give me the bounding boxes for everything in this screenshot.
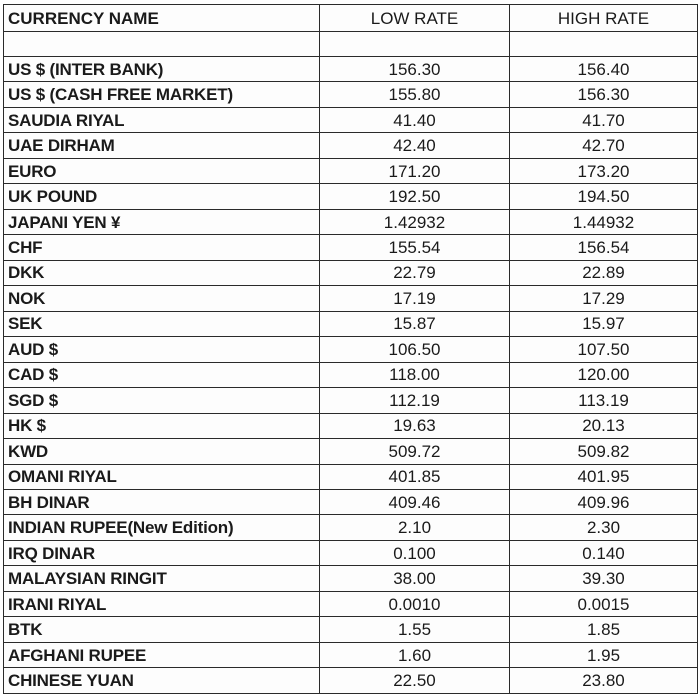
table-row	[4, 158, 698, 183]
currency-name-cell: AUD $	[4, 337, 320, 362]
high-rate-cell: 173.20	[510, 158, 698, 183]
currency-name-cell: IRANI RIYAL	[4, 591, 320, 616]
high-rate-cell: 22.89	[510, 260, 698, 285]
table-row	[4, 184, 698, 209]
low-rate-cell: 192.50	[320, 184, 510, 209]
currency-name-cell: OMANI RIYAL	[4, 464, 320, 489]
currency-name-cell: UK POUND	[4, 184, 320, 209]
high-rate-cell: 509.82	[510, 439, 698, 464]
low-rate-cell: 509.72	[320, 439, 510, 464]
blank-cell	[4, 32, 320, 57]
low-rate-cell: 0.0010	[320, 591, 510, 616]
high-rate-cell: 107.50	[510, 337, 698, 362]
high-rate-cell: 41.70	[510, 107, 698, 132]
blank-cell	[320, 32, 510, 57]
table-row	[4, 591, 698, 616]
currency-name-cell: HK $	[4, 413, 320, 438]
high-rate-cell: 156.40	[510, 57, 698, 82]
table-row	[4, 311, 698, 336]
high-rate-cell: 42.70	[510, 133, 698, 158]
currency-name-cell: NOK	[4, 286, 320, 311]
high-rate-cell: 0.0015	[510, 591, 698, 616]
currency-name-cell: DKK	[4, 260, 320, 285]
table-row	[4, 133, 698, 158]
table-row	[4, 642, 698, 667]
blank-cell	[510, 32, 698, 57]
high-rate-cell: 194.50	[510, 184, 698, 209]
low-rate-cell: 15.87	[320, 311, 510, 336]
currency-name-cell: BTK	[4, 617, 320, 642]
currency-name-cell: INDIAN RUPEE(New Edition)	[4, 515, 320, 540]
header-row	[4, 5, 698, 32]
table-row	[4, 439, 698, 464]
high-rate-cell: 1.95	[510, 642, 698, 667]
currency-rates-table	[3, 4, 698, 694]
currency-name-cell: CHINESE YUAN	[4, 668, 320, 694]
high-rate-cell: 1.44932	[510, 209, 698, 234]
table-row	[4, 617, 698, 642]
header-high-rate: HIGH RATE	[510, 5, 698, 32]
low-rate-cell: 118.00	[320, 362, 510, 387]
low-rate-cell: 42.40	[320, 133, 510, 158]
currency-name-cell: UAE DIRHAM	[4, 133, 320, 158]
high-rate-cell: 401.95	[510, 464, 698, 489]
table-row	[4, 489, 698, 514]
high-rate-cell: 20.13	[510, 413, 698, 438]
high-rate-cell: 2.30	[510, 515, 698, 540]
currency-name-cell: SEK	[4, 311, 320, 336]
currency-name-cell: BH DINAR	[4, 489, 320, 514]
currency-name-cell: US $ (INTER BANK)	[4, 57, 320, 82]
header-currency-name: CURRENCY NAME	[4, 5, 320, 32]
currency-name-cell: CHF	[4, 235, 320, 260]
low-rate-cell: 41.40	[320, 107, 510, 132]
high-rate-cell: 156.30	[510, 82, 698, 107]
table-row	[4, 260, 698, 285]
high-rate-cell: 23.80	[510, 668, 698, 694]
low-rate-cell: 2.10	[320, 515, 510, 540]
table-row	[4, 362, 698, 387]
currency-name-cell: AFGHANI RUPEE	[4, 642, 320, 667]
low-rate-cell: 401.85	[320, 464, 510, 489]
high-rate-cell: 156.54	[510, 235, 698, 260]
table-row	[4, 107, 698, 132]
table-row	[4, 464, 698, 489]
table-row	[4, 515, 698, 540]
low-rate-cell: 17.19	[320, 286, 510, 311]
low-rate-cell: 156.30	[320, 57, 510, 82]
high-rate-cell: 15.97	[510, 311, 698, 336]
table-row	[4, 209, 698, 234]
currency-name-cell: KWD	[4, 439, 320, 464]
high-rate-cell: 17.29	[510, 286, 698, 311]
low-rate-cell: 22.79	[320, 260, 510, 285]
high-rate-cell: 120.00	[510, 362, 698, 387]
high-rate-cell: 113.19	[510, 388, 698, 413]
table-row	[4, 388, 698, 413]
low-rate-cell: 409.46	[320, 489, 510, 514]
low-rate-cell: 19.63	[320, 413, 510, 438]
low-rate-cell: 22.50	[320, 668, 510, 694]
low-rate-cell: 1.42932	[320, 209, 510, 234]
table-row	[4, 82, 698, 107]
currency-name-cell: EURO	[4, 158, 320, 183]
high-rate-cell: 0.140	[510, 540, 698, 565]
table-row	[4, 413, 698, 438]
low-rate-cell: 38.00	[320, 566, 510, 591]
currency-name-cell: US $ (CASH FREE MARKET)	[4, 82, 320, 107]
low-rate-cell: 0.100	[320, 540, 510, 565]
table-row	[4, 57, 698, 82]
table-row	[4, 540, 698, 565]
low-rate-cell: 112.19	[320, 388, 510, 413]
low-rate-cell: 1.60	[320, 642, 510, 667]
currency-name-cell: CAD $	[4, 362, 320, 387]
currency-name-cell: SGD $	[4, 388, 320, 413]
table-row	[4, 235, 698, 260]
table-row	[4, 337, 698, 362]
high-rate-cell: 1.85	[510, 617, 698, 642]
high-rate-cell: 39.30	[510, 566, 698, 591]
currency-name-cell: MALAYSIAN RINGIT	[4, 566, 320, 591]
high-rate-cell: 409.96	[510, 489, 698, 514]
header-low-rate: LOW RATE	[320, 5, 510, 32]
low-rate-cell: 155.80	[320, 82, 510, 107]
low-rate-cell: 1.55	[320, 617, 510, 642]
rates-body	[4, 57, 698, 694]
low-rate-cell: 106.50	[320, 337, 510, 362]
blank-row	[4, 32, 698, 57]
currency-name-cell: JAPANI YEN ¥	[4, 209, 320, 234]
table-row	[4, 668, 698, 694]
table-row	[4, 286, 698, 311]
low-rate-cell: 155.54	[320, 235, 510, 260]
rates-sheet	[3, 4, 697, 694]
currency-name-cell: IRQ DINAR	[4, 540, 320, 565]
low-rate-cell: 171.20	[320, 158, 510, 183]
table-row	[4, 566, 698, 591]
currency-name-cell: SAUDIA RIYAL	[4, 107, 320, 132]
